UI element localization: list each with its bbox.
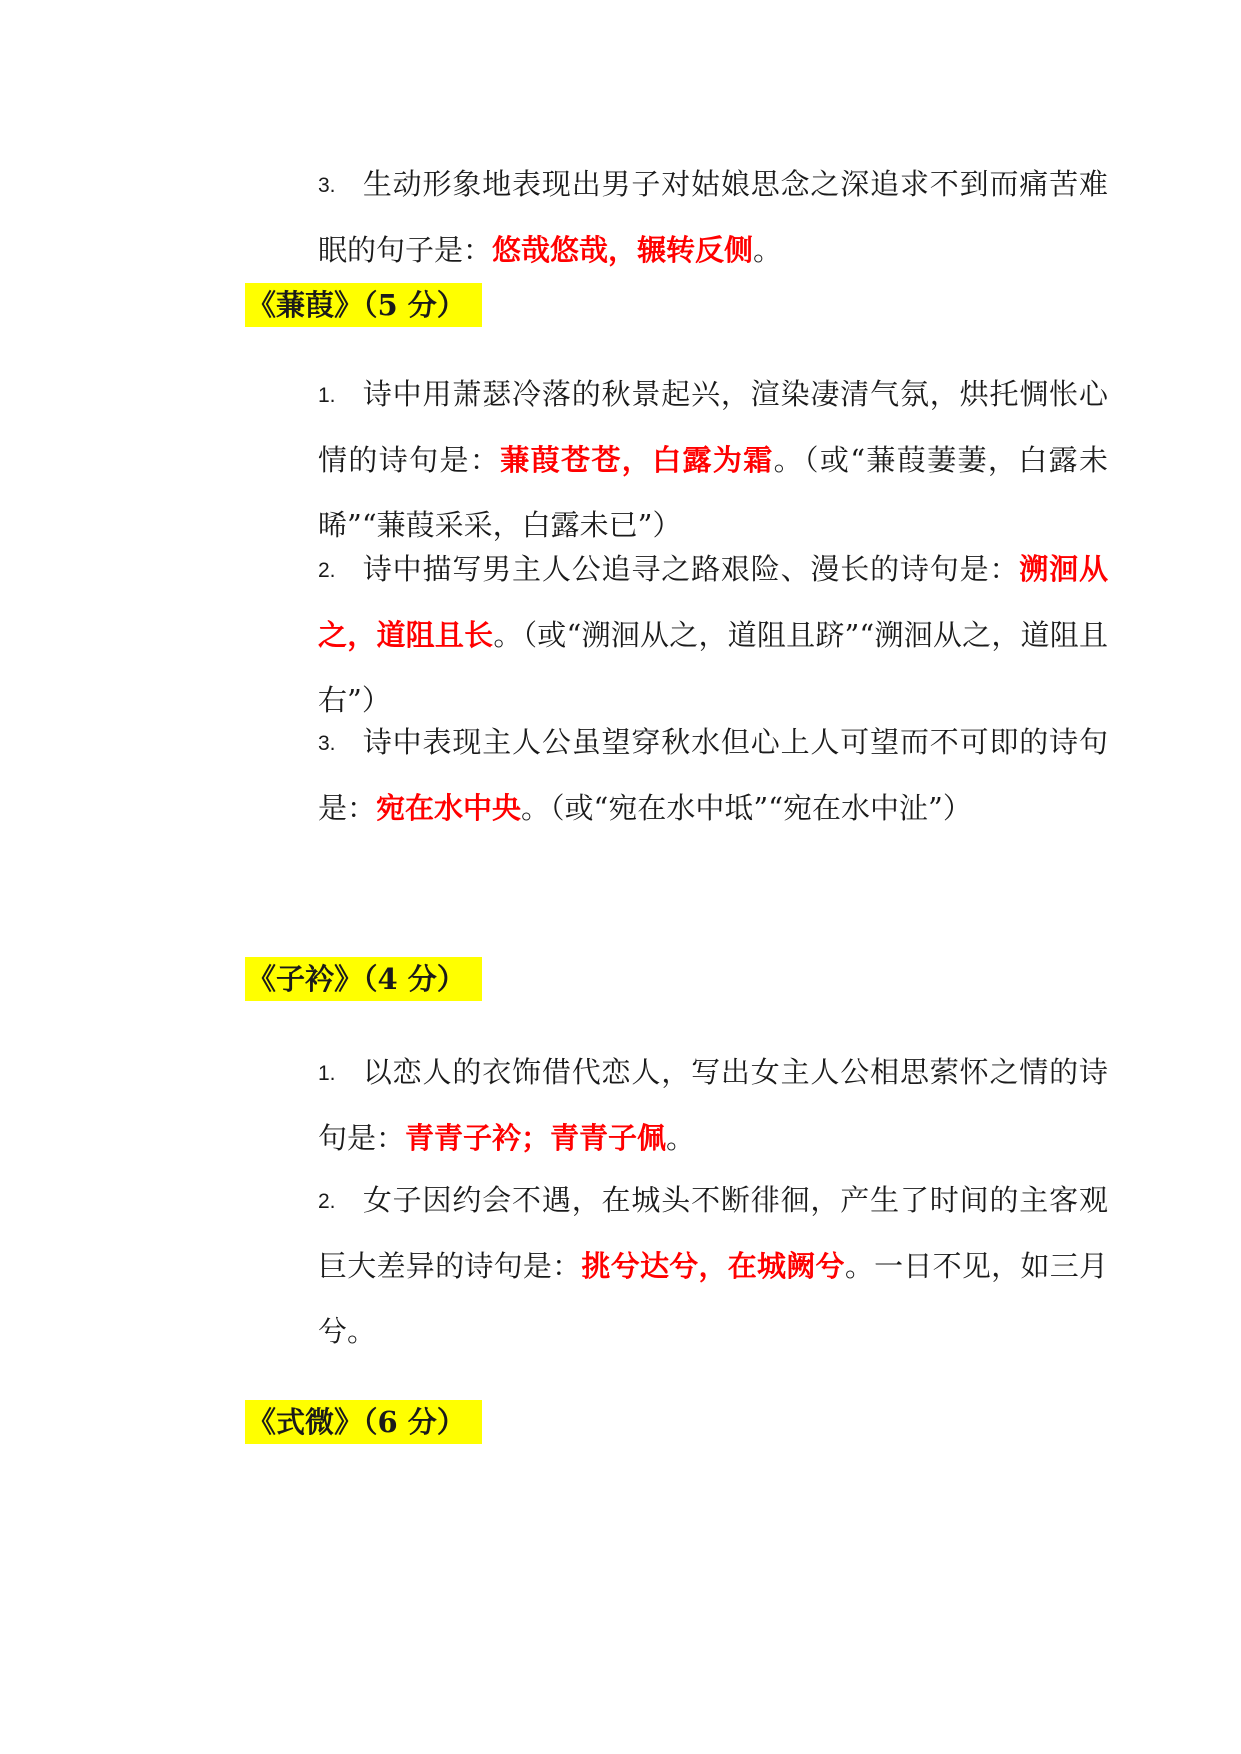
answer-text: 蒹葭苍苍，白露为霜 [500,443,774,477]
question-number: 1. [318,1062,336,1085]
question-item [264,152,1108,283]
question-end: 。一日不见，如三月兮。 [318,1249,1108,1348]
answer-text: 挑兮达兮，在城阙兮 [581,1249,845,1283]
question-text: 诗中用萧瑟冷落的秋景起兴，渲染凄清气氛，烘托惆怅心情的诗句是： [318,377,1108,477]
question-number: 1. [318,384,336,407]
question-item [264,710,1108,841]
section-heading-jianjia: 《蒹葭》（5 分） [245,283,482,327]
question-item [264,1040,1108,1171]
question-end: 。 [666,1121,696,1155]
question-number: 2. [318,1190,336,1213]
question-end: 。（或“溯洄从之，道阻且跻”“溯洄从之，道阻且右”） [318,618,1108,717]
question-end: 。 [753,233,783,267]
question-number: 3. [318,732,336,755]
section-heading-zijin: 《子衿》（4 分） [245,957,482,1001]
question-end: 。（或“宛在水中坻”“宛在水中沚”） [521,791,972,825]
answer-text: 青青子衿；青青子佩 [405,1121,667,1155]
question-text: 女子因约会不遇，在城头不断徘徊，产生了时间的主客观巨大差异的诗句是： [318,1183,1108,1283]
answer-text: 悠哉悠哉，辗转反侧 [492,233,754,267]
question-text: 诗中表现主人公虽望穿秋水但心上人可望而不可即的诗句是： [318,725,1108,825]
question-item [264,1168,1108,1364]
section-heading-shiwei: 《式微》（6 分） [245,1400,482,1444]
question-item [264,537,1108,733]
question-text: 诗中描写男主人公追寻之路艰险、漫长的诗句是： [362,552,1020,586]
answer-text: 宛在水中央 [376,791,522,825]
question-number: 3. [318,174,336,197]
question-number: 2. [318,559,336,582]
question-end: 。（或“蒹葭萋萋，白露未晞”“蒹葭采采，白露未已”） [318,443,1108,542]
question-item [264,362,1108,558]
question-text: 以恋人的衣饰借代恋人，写出女主人公相思萦怀之情的诗句是： [318,1055,1108,1155]
question-text: 生动形象地表现出男子对姑娘思念之深追求不到而痛苦难眠的句子是： [318,167,1108,267]
answer-text: 溯洄从之，道阻且长 [318,552,1108,652]
